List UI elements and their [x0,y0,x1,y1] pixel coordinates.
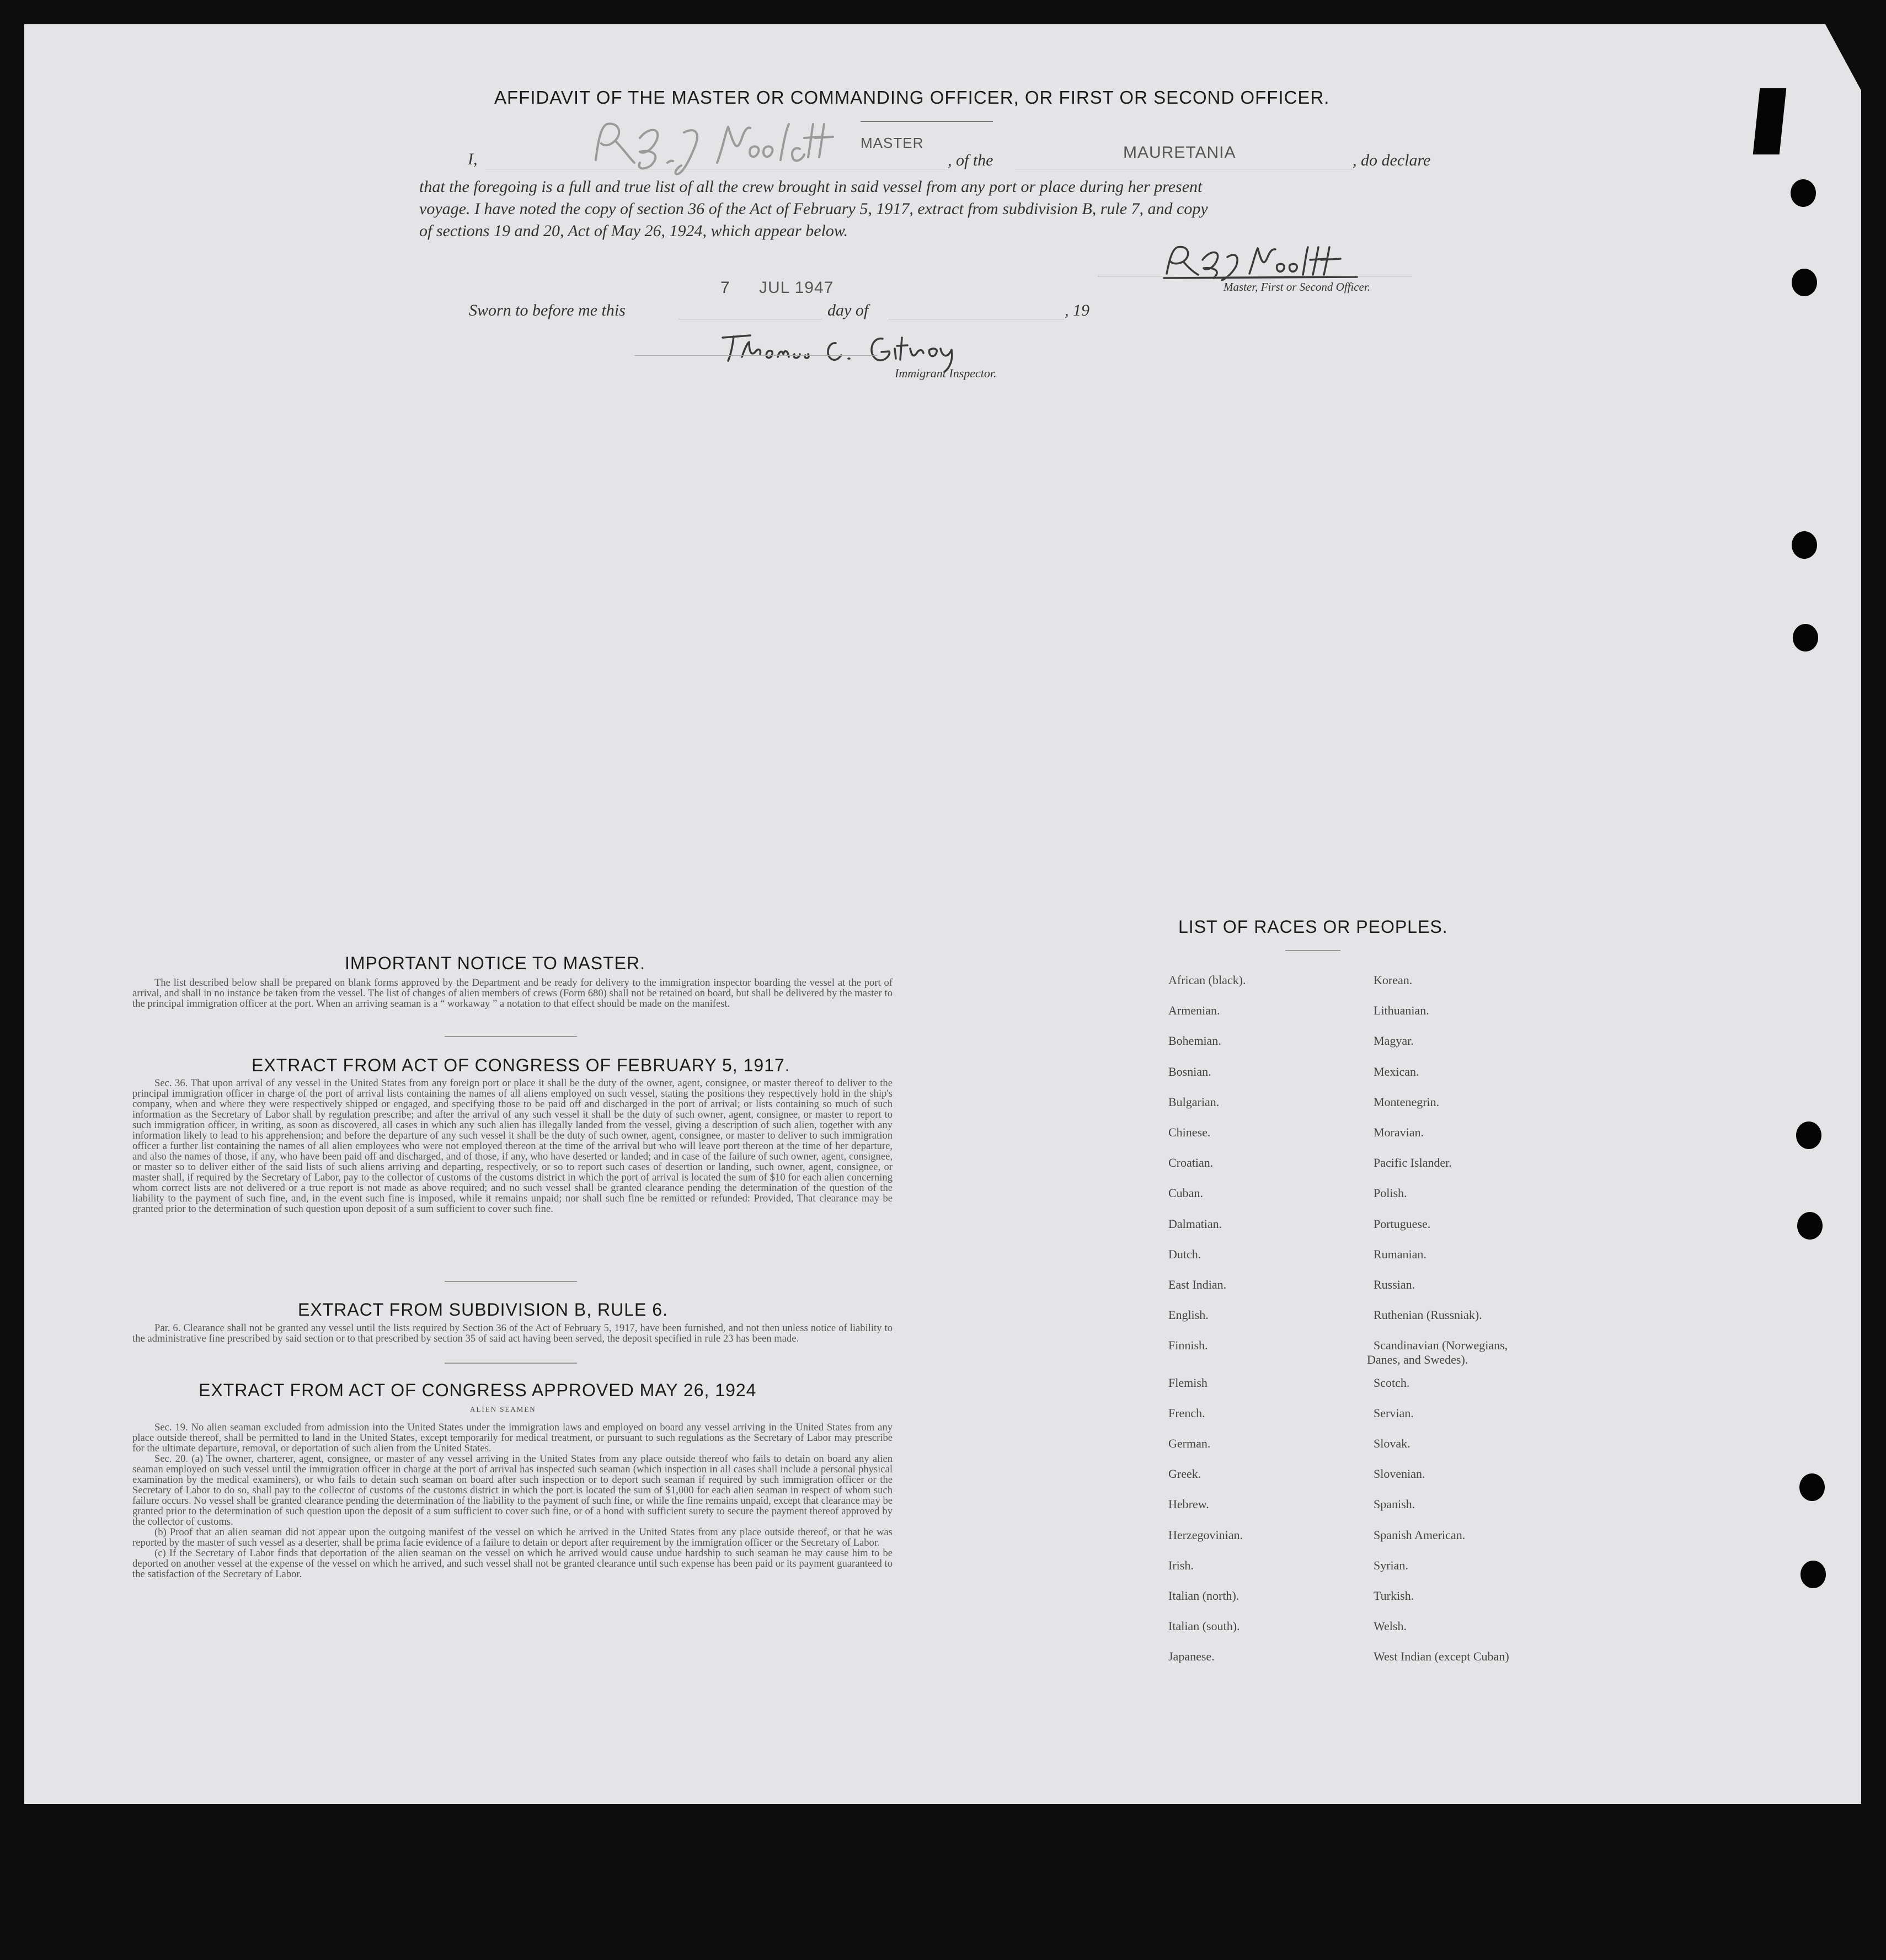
race-item: Chinese. [1168,1125,1211,1139]
notice-body [132,978,893,1009]
master-name-signature [585,116,838,177]
race-item: Servian. [1374,1406,1414,1420]
extract-1917-title: EXTRACT FROM ACT OF CONGRESS OF FEBRUARY 5, 1917. [252,1055,790,1075]
section-20c-paragraph: (c) If the Secretary of Labor finds that deportation of the alien seaman on the vessel on which he arrived would cause undue hardship to such seaman he may cause him to be deported on another vessel at the expense of the vessel on which he arrived, and such vessel shall not be granted clearance until such expense has been paid or its payment guaranteed to the satisfaction of the Secretary of Labor. [132,1547,893,1580]
race-item: Herzegovinian. [1168,1528,1243,1542]
race-item: Ruthenian (Russniak). [1374,1308,1482,1322]
race-item: Finnish. [1168,1338,1208,1353]
punch-hole [1792,269,1817,296]
master-stamp: MASTER [861,135,924,151]
race-item: Dalmatian. [1168,1216,1222,1231]
notice-title: IMPORTANT NOTICE TO MASTER. [345,953,645,973]
section-19-paragraph: Sec. 19. No alien seaman excluded from admission into the United States under the immigration laws and employed on board any vessel arriving in the United States from any place outside thereof, shall be permitted to land in the United States, except temporarily for medical treatment, or pursuant to such regulations as the Secretary of Labor may prescribe for the ultimate departure, removal, or deportation of such alien from the United States. [132,1422,893,1454]
inspector-caption: Immigrant Inspector. [895,366,997,380]
vessel-name-stamp: MAURETANIA [1123,143,1236,162]
of-the-text: , of the [948,151,993,169]
notice-paragraph: The list described below shall be prepared on blank forms approved by the Department and be ready for delivery to the immigration inspector boarding the vessel at the port of arrival, and shall in no instance be taken from the vessel. The list of changes of alien members of crews (Form 680) shall not be retained on board, but shall be delivered by the master to the principal immigration officer at the port. When an arriving seaman is a “ workaway ” a notation to that effect should be made on the manifest. [132,977,893,1010]
race-item: Cuban. [1168,1186,1203,1200]
section-divider [445,1281,577,1282]
race-item: Slovak. [1374,1436,1411,1450]
race-item: African (black). [1168,973,1246,987]
do-declare-text: , do declare [1353,151,1431,169]
subdivision-title: EXTRACT FROM SUBDIVISION B, RULE 6. [298,1300,668,1320]
race-item: Spanish American. [1374,1528,1466,1542]
race-item: East Indian. [1168,1278,1227,1291]
race-item: Italian (south). [1168,1619,1240,1633]
race-item: French. [1168,1406,1205,1420]
race-item: Irish. [1168,1558,1194,1572]
alien-seamen-subtitle: ALIEN SEAMEN [470,1405,536,1413]
race-item: Bulgarian. [1168,1094,1220,1109]
race-item: Hebrew. [1168,1497,1209,1512]
year-text: , 19 [1065,301,1089,319]
race-item: English. [1168,1308,1209,1322]
punch-hole [1793,624,1818,651]
inspector-signature-line [634,355,877,356]
affidavit-i: I, [468,150,478,168]
punch-hole [1800,1561,1826,1588]
race-item: Armenian. [1168,1003,1220,1018]
section-divider [445,1363,577,1364]
race-item: Bohemian. [1168,1034,1221,1048]
race-item: Portuguese. [1374,1216,1431,1231]
affidavit-title: AFFIDAVIT OF THE MASTER OR COMMANDING OFFICER, OR FIRST OR SECOND OFFICER. [494,87,1330,108]
section-20a-paragraph: Sec. 20. (a) The owner, charterer, agent, consignee, or master of any vessel arriving in the United States from any place outside thereof who fails to detain on board any alien seaman employed on such vessel until the immigration officer in charge at the port of arrival has inspected such seaman (which inspection in all cases shall include a personal physical examination by the medical examiners), or who fails to detain such seaman on board after such inspection or to deport such seaman if required by such immigration officer or the Secretary of Labor to do so, shall pay to the collector of customs of the customs district in which the port is located the sum of $1,000 for each alien seaman in respect of whom such failure occurs. No vessel shall be granted clearance pending the determination of the liability to the payment of such fine, or while the fine remains unpaid, except that clearance may be granted prior to the determination of such question upon the deposit of a sum sufficient to cover such fine, or of a bond with sufficient surety to secure the payment thereof approved by the collector of customs. [132,1453,893,1528]
race-item: Montenegrin. [1374,1094,1440,1109]
races-title: LIST OF RACES OR PEOPLES. [1178,917,1448,937]
master-signature [1158,241,1368,285]
races-divider [1285,950,1340,951]
race-item: Japanese. [1168,1649,1215,1664]
race-item: Scotch. [1374,1375,1410,1390]
race-item: Korean. [1374,973,1413,987]
day-of-text: day of [827,301,869,319]
race-item: Flemish [1168,1375,1208,1390]
race-item: Italian (north). [1168,1589,1239,1603]
race-item: West Indian (except Cuban) [1374,1649,1509,1664]
punch-hole [1797,1212,1823,1240]
race-item-continuation: Danes, and Swedes). [1367,1353,1468,1366]
race-item: Syrian. [1374,1558,1408,1572]
race-item: Scandinavian (Norwegians, [1374,1338,1508,1353]
race-item: Russian. [1374,1278,1415,1291]
race-item: Rumanian. [1374,1247,1426,1261]
race-item: Mexican. [1374,1064,1419,1078]
section-20b-paragraph: (b) Proof that an alien seaman did not appear upon the outgoing manifest of the vessel on which he arrived in the United States from any place outside thereof, or that he was reported by the master of such vessel as a deserter, shall be prima facie evidence of a failure to detain or deport after requirement by the immigration officer or the Secretary of Labor. [132,1526,893,1548]
title-divider [861,121,993,122]
master-caption: Master, First or Second Officer. [1224,280,1370,293]
paragraph-6: Par. 6. Clearance shall not be granted any vessel until the lists required by Section 36 of the Act of February 5, 1917, have been furnished, and not then unless notice of liability to the administrative fine prescribed by said section or to that prescribed by section 35 of said act having been served, the deposit specified in rule 23 has been made. [132,1322,893,1344]
date-stamp-day: 7 [720,279,730,297]
race-item: Welsh. [1374,1619,1407,1633]
race-item: Polish. [1374,1186,1407,1200]
section-36-paragraph: Sec. 36. That upon arrival of any vessel in the United States from any foreign port or place it shall be the duty of the owner, agent, consignee, or master thereof to deliver to the principal immigration officer in charge of the port of arrival lists containing the names of all aliens employed on such vessel, stating the positions they respectively hold in the ship's company, when and where they were respectively shipped or engaged, and specifying those to be paid off and discharged in the port of arrival; or lists containing so much of such information as the Secretary of Labor shall by regulation prescribe; and after the arrival of any such vessel it shall be the duty of such owner, agent, consignee, or master to report to such immigration officer, in writing, as soon as discovered, all cases in which any such alien has illegally landed from the vessel, giving a description of such alien, together with any information likely to lead to his apprehension; and before the departure of any such vessel it shall be the duty of such owner, agent, consignee, or master to deliver to such immigration officer a further list containing the names of all alien employees who were not employed thereon at the time of the arrival but who will leave port thereon at the time of her departure, and also the names of those, if any, who have been paid off and discharged, and of those, if any, who have deserted or landed; and in case of the failure of such owner, agent, consignee, or master so to deliver either of the said lists of such aliens arriving and departing, respectively, or so to report such cases of desertion or landing, such owner, agent, consignee, or master shall, if required by the Secretary of Labor, pay to the collector of customs of the customs district in which the port of arrival is located the sum of $10 for each alien concerning whom correct lists are not delivered or a true report is not made as above required; and no such vessel shall be granted clearance pending the determination of the question of the liability to the payment of such fine, and, in the event such fine is imposed, while it remains unpaid; nor shall such fine be remitted or refunded: Provided, That clearance may be granted prior to the determination of such question upon deposit of a sum sufficient to cover such fine. [132,1077,893,1215]
section-divider [445,1036,577,1037]
race-item: Dutch. [1168,1247,1201,1261]
sworn-text: Sworn to before me this [469,301,626,319]
race-item: Greek. [1168,1467,1201,1481]
punch-hole [1799,1473,1825,1501]
race-item: Moravian. [1374,1125,1424,1139]
race-item: Croatian. [1168,1156,1214,1170]
race-item: Slovenian. [1374,1467,1425,1481]
affidavit-line-2: that the foregoing is a full and true list of all the crew brought in said vessel from any port or place during her present [419,178,1203,196]
extract-1917-body [132,1078,893,1214]
extract-1924-body [132,1422,893,1579]
punch-hole [1792,531,1817,559]
race-item: Magyar. [1374,1034,1414,1048]
punch-hole [1796,1121,1821,1149]
race-item: German. [1168,1436,1211,1450]
punch-hole [1791,179,1816,207]
affidavit-line-3: voyage. I have noted the copy of section 36 of the Act of February 5, 1917, extract from subdivision B, rule 7, and copy [419,200,1208,218]
affidavit-line-4: of sections 19 and 20, Act of May 26, 1924, which appear below. [419,222,848,240]
subdivision-body [132,1323,893,1344]
extract-1924-title: EXTRACT FROM ACT OF CONGRESS APPROVED MAY 26, 1924 [199,1380,757,1400]
race-item: Lithuanian. [1374,1003,1429,1018]
race-item: Spanish. [1374,1497,1415,1512]
race-item: Turkish. [1374,1589,1414,1603]
race-item: Pacific Islander. [1374,1156,1452,1170]
date-stamp-month-year: JUL 1947 [759,279,834,297]
race-item: Bosnian. [1168,1064,1211,1078]
